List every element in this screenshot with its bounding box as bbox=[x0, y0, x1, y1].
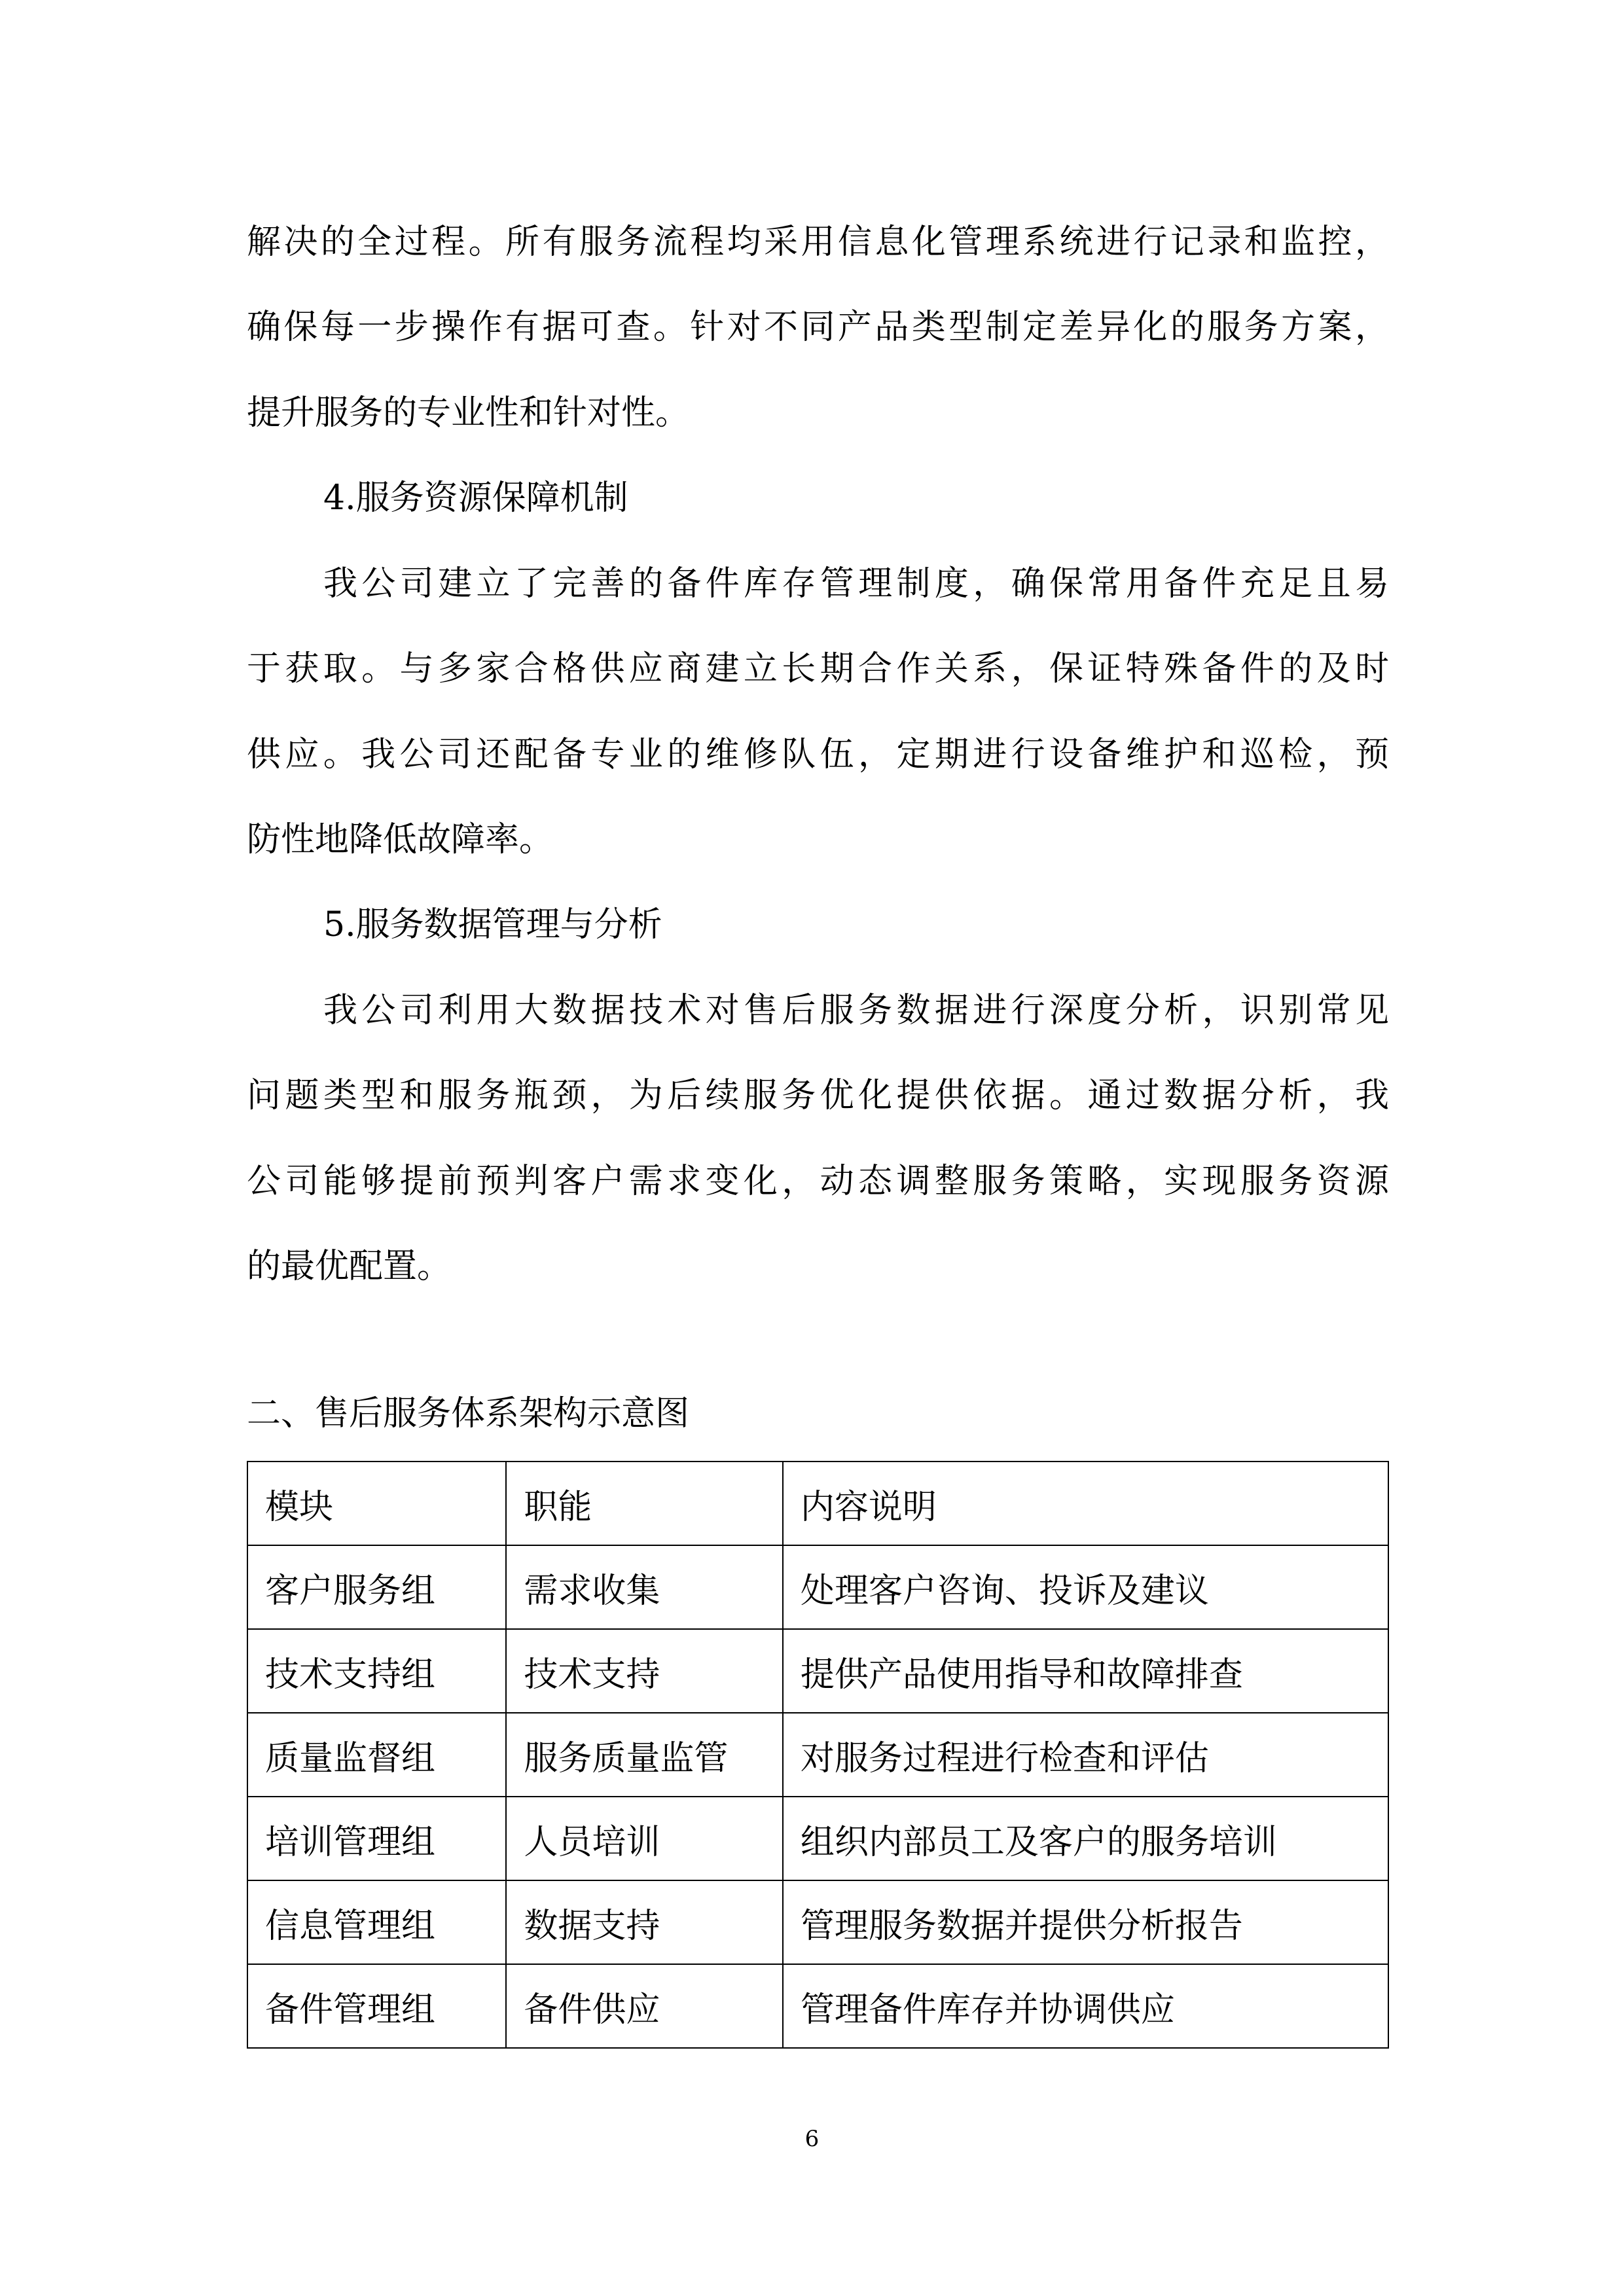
table-cell-function: 服务质量监管 bbox=[506, 1713, 783, 1797]
paragraph-line: 提升服务的专业性和针对性。 bbox=[247, 393, 690, 433]
table-cell-module: 客户服务组 bbox=[247, 1545, 506, 1629]
table-cell-function: 技术支持 bbox=[506, 1629, 783, 1713]
table-cell-module: 质量监督组 bbox=[247, 1713, 506, 1797]
paragraph-line: 解决的全过程。所有服务流程均采用信息化管理系统进行记录和监控， bbox=[247, 223, 1389, 262]
table-row bbox=[247, 1964, 1388, 2048]
architecture-title: 二、售后服务体系架构示意图 bbox=[247, 1394, 690, 1433]
table-cell-description: 组织内部员工及客户的服务培训 bbox=[783, 1797, 1388, 1880]
table-row bbox=[247, 1629, 1388, 1713]
paragraph-line: 我公司建立了完善的备件库存管理制度，确保常用备件充足且易 bbox=[323, 564, 1389, 603]
paragraph-line: 防性地降低故障率。 bbox=[247, 820, 554, 859]
table-cell-description: 管理备件库存并协调供应 bbox=[783, 1964, 1388, 2048]
table-cell-module: 信息管理组 bbox=[247, 1880, 506, 1964]
paragraph-line: 我公司利用大数据技术对售后服务数据进行深度分析，识别常见 bbox=[323, 991, 1389, 1030]
section-heading-resource-guarantee: 4.服务资源保障机制 bbox=[323, 478, 628, 518]
table-cell-function: 备件供应 bbox=[506, 1964, 783, 2048]
table-row bbox=[247, 1880, 1388, 1964]
table-header-cell: 内容说明 bbox=[783, 1462, 1388, 1545]
table-cell-function: 需求收集 bbox=[506, 1545, 783, 1629]
table-cell-description: 处理客户咨询、投诉及建议 bbox=[783, 1545, 1388, 1629]
table-cell-description: 对服务过程进行检查和评估 bbox=[783, 1713, 1388, 1797]
paragraph-line: 的最优配置。 bbox=[247, 1247, 452, 1286]
table-header-row bbox=[247, 1462, 1388, 1545]
table-cell-module: 培训管理组 bbox=[247, 1797, 506, 1880]
paragraph-line: 确保每一步操作有据可查。针对不同产品类型制定差异化的服务方案， bbox=[247, 308, 1389, 347]
table-cell-function: 人员培训 bbox=[506, 1797, 783, 1880]
table-cell-module: 技术支持组 bbox=[247, 1629, 506, 1713]
paragraph-line: 公司能够提前预判客户需求变化，动态调整服务策略，实现服务资源 bbox=[247, 1162, 1389, 1201]
table-header-cell: 职能 bbox=[506, 1462, 783, 1545]
paragraph-line: 于获取。与多家合格供应商建立长期合作关系，保证特殊备件的及时 bbox=[247, 649, 1389, 689]
table-row bbox=[247, 1545, 1388, 1629]
paragraph-line: 问题类型和服务瓶颈，为后续服务优化提供依据。通过数据分析，我 bbox=[247, 1076, 1389, 1115]
page-number: 6 bbox=[804, 2126, 820, 2152]
section-heading-data-analysis: 5.服务数据管理与分析 bbox=[323, 905, 662, 944]
table-cell-description: 提供产品使用指导和故障排查 bbox=[783, 1629, 1388, 1713]
paragraph-line: 供应。我公司还配备专业的维修队伍，定期进行设备维护和巡检，预 bbox=[247, 735, 1389, 774]
table-header-cell: 模块 bbox=[247, 1462, 506, 1545]
table-cell-description: 管理服务数据并提供分析报告 bbox=[783, 1880, 1388, 1964]
table-cell-module: 备件管理组 bbox=[247, 1964, 506, 2048]
table-row bbox=[247, 1797, 1388, 1880]
architecture-table bbox=[247, 1461, 1389, 2049]
table-cell-function: 数据支持 bbox=[506, 1880, 783, 1964]
table-row bbox=[247, 1713, 1388, 1797]
